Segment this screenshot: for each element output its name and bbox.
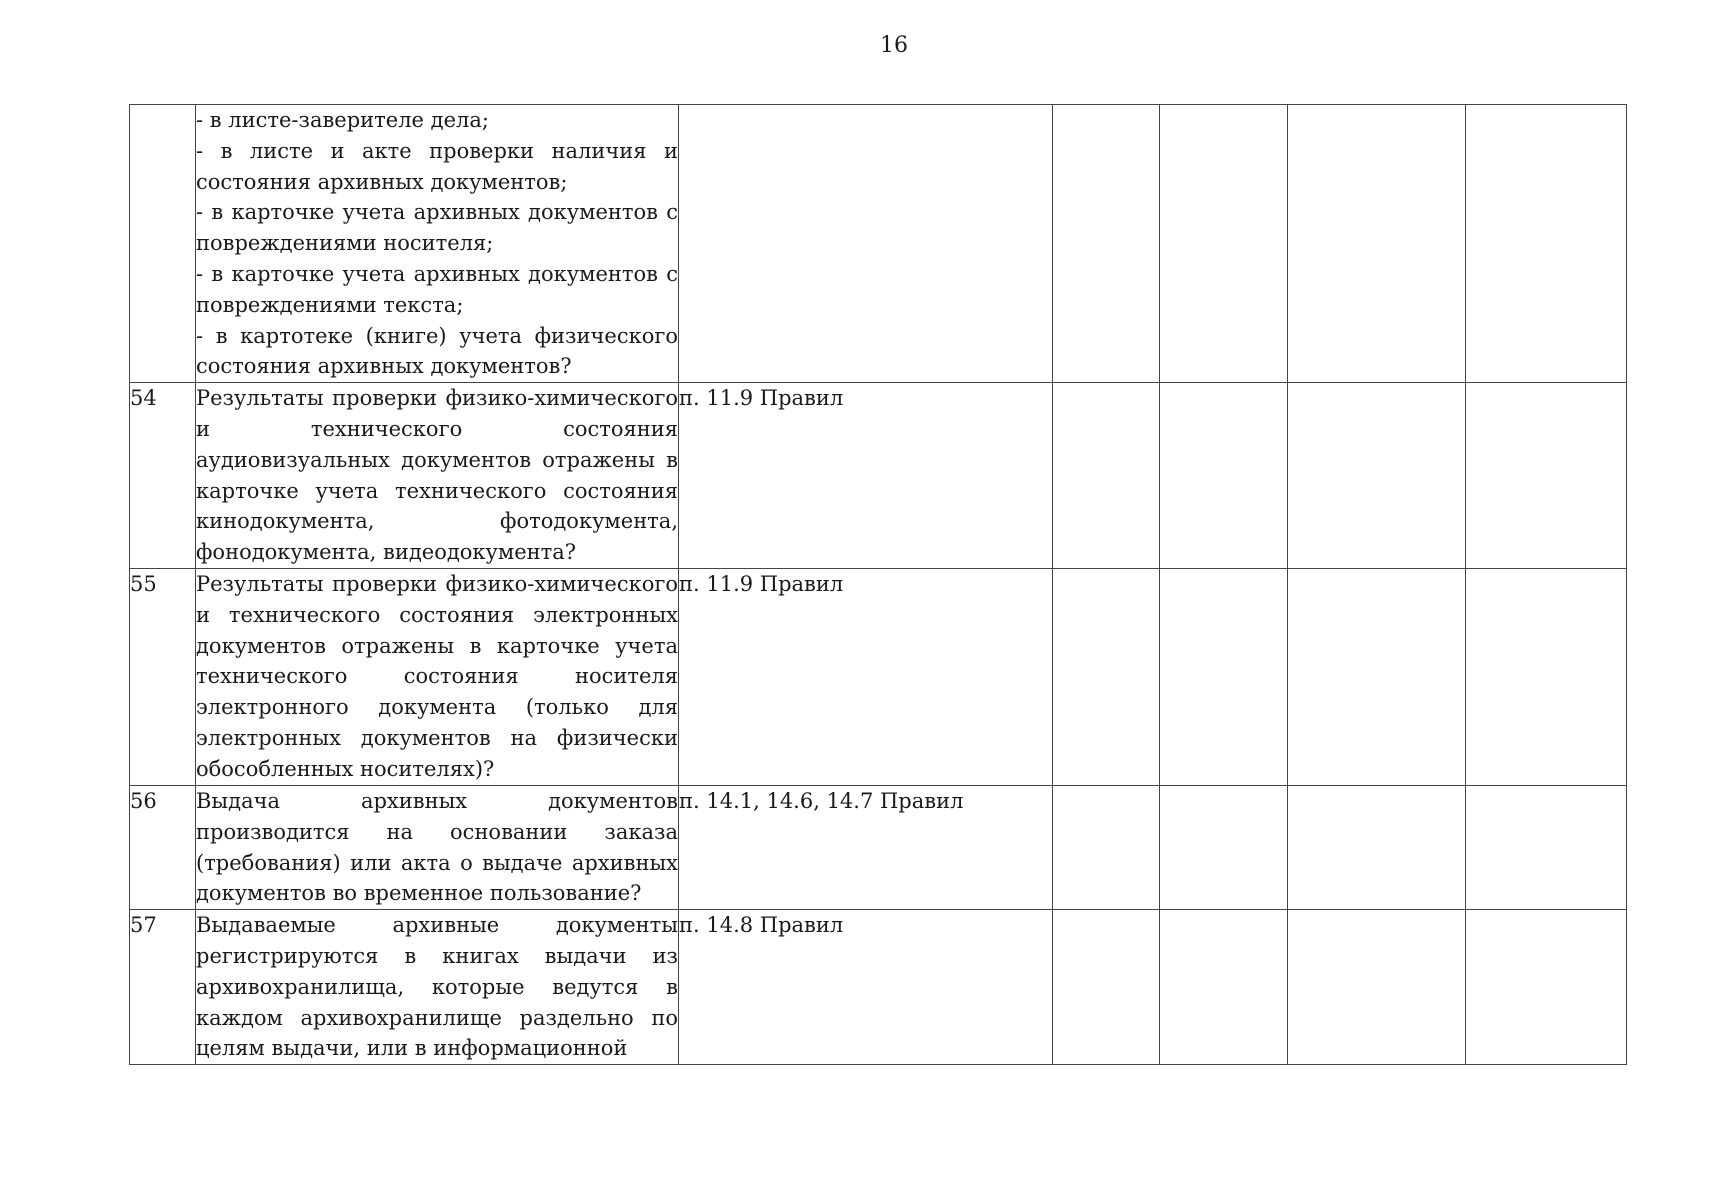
question-line: аудиовизуальных документов отражены в [196, 447, 678, 472]
answer-na-cell [1288, 910, 1466, 1065]
question-line: - в карточке учета архивных документов с [196, 261, 678, 286]
legal-reference: п. 14.8 Правил [679, 910, 1053, 1065]
answer-no-cell [1160, 910, 1288, 1065]
question-line: целям выдачи, или в информационной [196, 1036, 628, 1061]
question-line: Выдаваемые архивные документы [196, 913, 678, 938]
question-line: документов во временное пользование? [196, 881, 642, 906]
question-cell [196, 105, 679, 383]
question-line: электронного документа (только для [196, 695, 678, 720]
row-number: 57 [130, 910, 196, 1065]
legal-reference: п. 14.1, 14.6, 14.7 Правил [679, 785, 1053, 909]
answer-na-cell [1288, 568, 1466, 785]
table-row [130, 910, 1627, 1065]
answer-no-cell [1160, 568, 1288, 785]
row-number: 55 [130, 568, 196, 785]
question-line: регистрируются в книгах выдачи из [196, 943, 678, 968]
question-line: состояния архивных документов? [196, 354, 572, 379]
row-number: 54 [130, 383, 196, 569]
question-line: - в листе и акте проверки наличия и [196, 138, 678, 163]
legal-reference: п. 11.9 Правил [679, 383, 1053, 569]
question-line: повреждениями текста; [196, 292, 464, 317]
page-number: 16 [880, 33, 908, 58]
question-line: (требования) или акта о выдаче архивных [196, 850, 678, 875]
answer-no-cell [1160, 105, 1288, 383]
question-line: обособленных носителях)? [196, 756, 495, 781]
note-cell [1466, 910, 1627, 1065]
answer-yes-cell [1053, 910, 1160, 1065]
note-cell [1466, 568, 1627, 785]
question-line: - в картотеке (книге) учета физического [196, 323, 678, 348]
question-line: Результаты проверки физико-химического [196, 571, 678, 596]
answer-no-cell [1160, 383, 1288, 569]
question-line: технического состояния носителя [196, 664, 678, 689]
note-cell [1466, 785, 1627, 909]
question-line: архивохранилища, которые ведутся в [196, 974, 678, 999]
legal-reference [679, 105, 1053, 383]
table-row [130, 105, 1627, 383]
answer-yes-cell [1053, 105, 1160, 383]
question-line: производится на основании заказа [196, 819, 678, 844]
question-line: каждом архивохранилище раздельно по [196, 1005, 678, 1030]
question-line: документов отражены в карточке учета [196, 633, 678, 658]
question-line: фонодокумента, видеодокумента? [196, 540, 577, 565]
row-number [130, 105, 196, 383]
question-line: кинодокумента, фотодокумента, [196, 509, 678, 534]
note-cell [1466, 383, 1627, 569]
legal-reference: п. 11.9 Правил [679, 568, 1053, 785]
answer-yes-cell [1053, 785, 1160, 909]
question-line: - в листе-заверителе дела; [196, 108, 489, 132]
table-row [130, 383, 1627, 569]
question-line: и технического состояния электронных [196, 602, 678, 627]
checklist-table [129, 104, 1627, 1065]
row-number: 56 [130, 785, 196, 909]
question-cell [196, 785, 679, 909]
question-line: - в карточке учета архивных документов с [196, 200, 678, 225]
question-cell [196, 568, 679, 785]
table-row [130, 785, 1627, 909]
question-line: электронных документов на физически [196, 725, 678, 750]
answer-na-cell [1288, 785, 1466, 909]
note-cell [1466, 105, 1627, 383]
question-line: карточке учета технического состояния [196, 478, 678, 503]
answer-yes-cell [1053, 383, 1160, 569]
question-line: повреждениями носителя; [196, 231, 494, 256]
table-row [130, 568, 1627, 785]
question-line: и технического состояния [196, 416, 678, 441]
question-cell [196, 383, 679, 569]
question-line: Выдача архивных документов [196, 788, 678, 813]
question-cell [196, 910, 679, 1065]
answer-yes-cell [1053, 568, 1160, 785]
answer-no-cell [1160, 785, 1288, 909]
answer-na-cell [1288, 383, 1466, 569]
answer-na-cell [1288, 105, 1466, 383]
question-line: состояния архивных документов; [196, 169, 568, 194]
question-line: Результаты проверки физико-химического [196, 386, 678, 411]
